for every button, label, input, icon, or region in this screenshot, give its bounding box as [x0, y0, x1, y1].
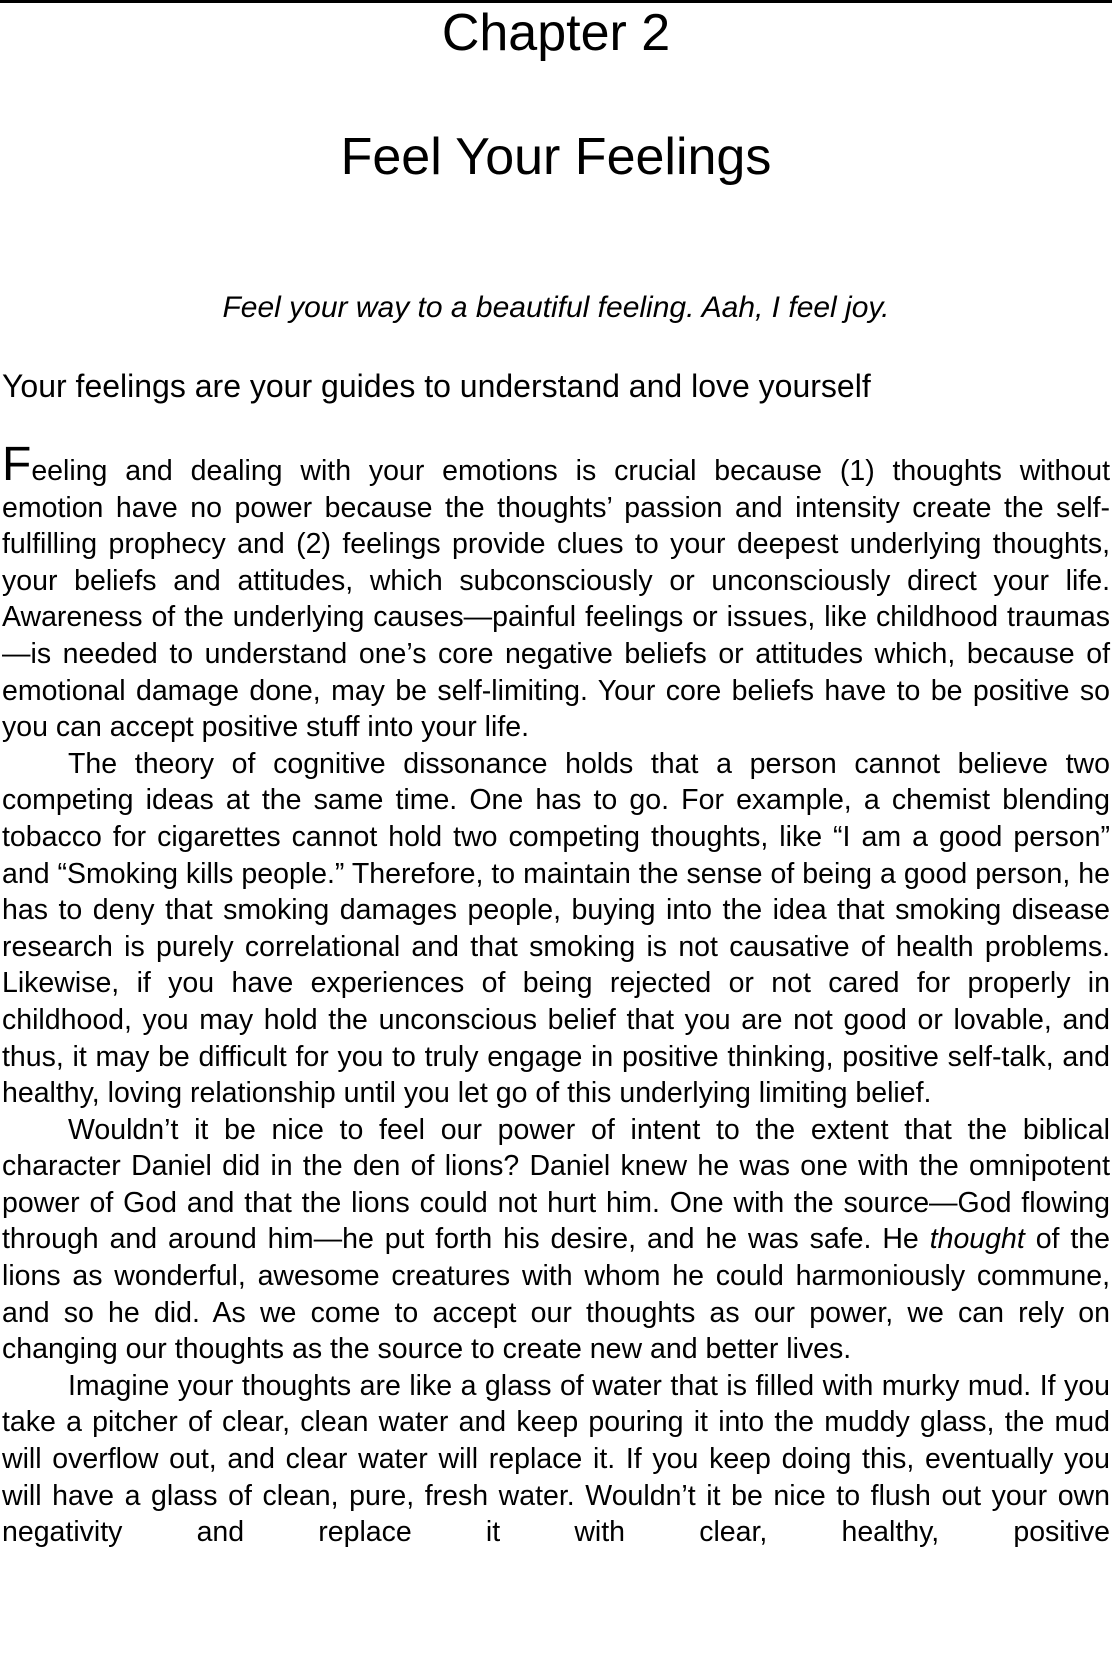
- paragraph-3: [2, 1112, 1110, 1368]
- paragraph-3-text-end: of the lions as wonderful, awesome creatures with whom he could harmoniously commune, and so he did. As we come to accept our thoughts as our power, we can rely on changing our thoughts as the source to create new and better lives.: [2, 1223, 1110, 1366]
- body-text: [2, 438, 1110, 1551]
- paragraph-4: Imagine your thoughts are like a glass of water that is filled with murky mud. If you take a pitcher of clear, clean water and keep pouring it into the muddy glass, the mud will overflow out, and clear water will replace it. If you keep doing this, eventually you will have a glass of clean, pure, fresh water. Wouldn’t it be nice to flush out your own negativity and replace it with clear, healthy, positive: [2, 1369, 1110, 1549]
- section-subheading: Your feelings are your guides to understand and love yourself: [2, 368, 871, 404]
- paragraph-1-text: eeling and dealing with your emotions is crucial because (1) thoughts without emotion have no power because the thoughts’ passion and intensity create the self-fulfilling prophecy and (2) feelings provide clues to your deepest underlying thoughts, your beliefs and attitudes, which subconsciously or unconsciously direct your life. Awareness of the underlying causes—painful feelings or issues, like childhood traumas—is needed to understand one’s core negative beliefs or attitudes which, because of emotional damage done, may be self-limiting. Your core beliefs have to be positive so you can accept positive stuff into your life.: [2, 455, 1110, 744]
- paragraph-3-emphasis: thought: [929, 1223, 1025, 1256]
- drop-cap-initial: F: [2, 438, 32, 491]
- paragraph-1: [2, 438, 1110, 746]
- paragraph-3-text-start: Wouldn’t it be nice to feel our power of intent to the extent that the biblical character Daniel did in the den of lions? Daniel knew he was one with the omnipotent power of God and that the lions could not hurt him. One with the source—God flowing through and around him—he put forth his desire, and he was safe. He: [2, 1113, 1110, 1256]
- paragraph-2: The theory of cognitive dissonance holds that a person cannot believe two competing ideas at the same time. One has to go. For example, a chemist blending tobacco for cigarettes cannot hold two competing thoughts, like “I am a good person” and “Smoking kills people.” Therefore, to maintain the sense of being a good person, he has to deny that smoking damages people, buying into the idea that smoking disease research is purely correlational and that smoking is not causative of health problems. Likewise, if you have experiences of being rejected or not cared for properly in childhood, you may hold the unconscious belief that you are not good or lovable, and thus, it may be difficult for you to truly engage in positive thinking, positive self-talk, and healthy, loving relationship until you let go of this underlying limiting belief.: [2, 747, 1110, 1110]
- chapter-title: Feel Your Feelings: [340, 128, 772, 186]
- chapter-number: Chapter 2: [441, 4, 671, 62]
- epigraph: Feel your way to a beautiful feeling. Aah, I feel joy.: [222, 291, 890, 324]
